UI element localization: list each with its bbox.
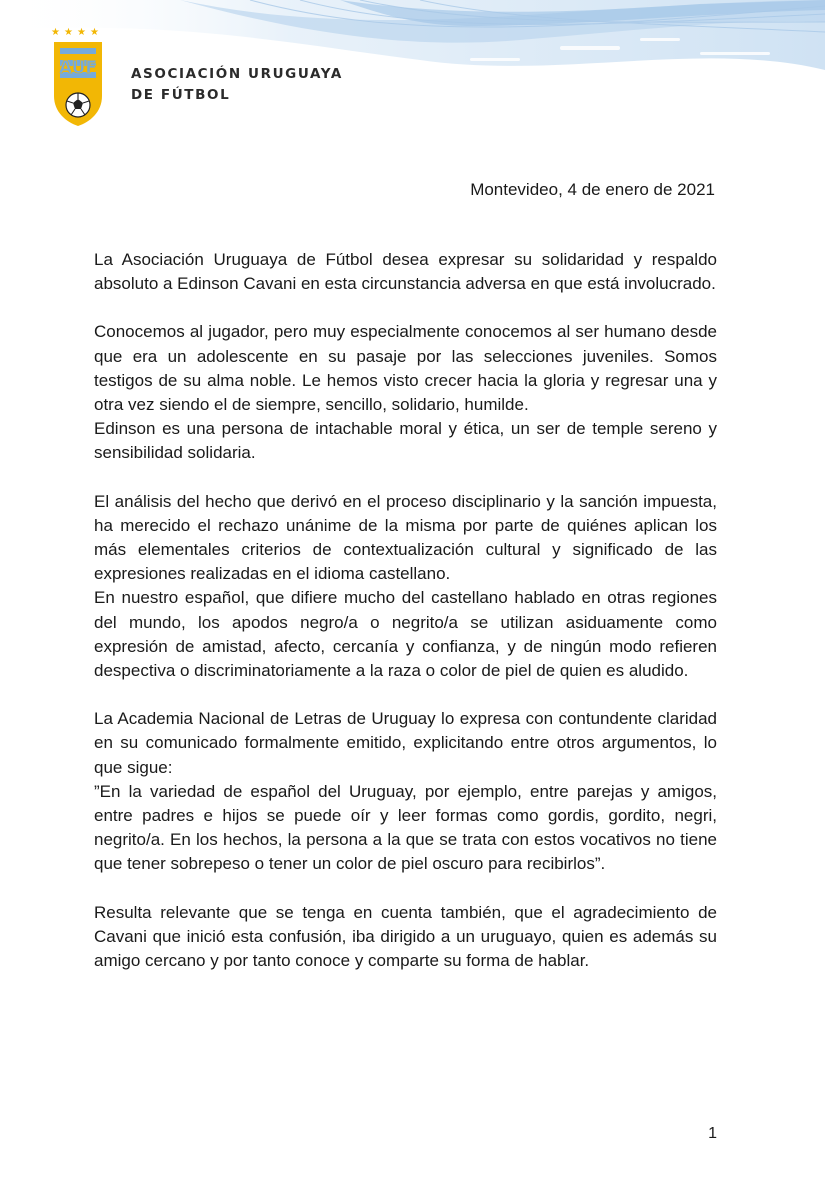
star-icon: ★ [64, 27, 73, 38]
paragraph-2 [94, 320, 717, 465]
paragraph-text: La Asociación Uruguaya de Fútbol desea expresar su solidaridad y respaldo absoluto a Edinson Cavani en esta circunstancia adversa en que está involucrado. [94, 250, 717, 294]
header-decoration [0, 0, 825, 140]
letter-body [94, 248, 717, 997]
quoted-statement: ”En la variedad de español del Uruguay, por ejemplo, entre parejas y amigos, entre padres e hijos se puede oír y leer formas como gordis, gordito, negri, negrito/a. En los hechos, la persona a la que se trata con estos vocativos no tiene que tener sobrepeso o tener un color de piel oscuro para recibirlos”. [94, 781, 717, 874]
star-icon: ★ [77, 27, 86, 38]
organization-name-line-2: DE FÚTBOL [131, 87, 231, 103]
auf-crest-logo [50, 26, 106, 128]
organization-name [131, 64, 343, 106]
page-number: 1 [708, 1125, 717, 1142]
star-icon: ★ [51, 27, 60, 38]
crest-letters: AUF [58, 58, 98, 78]
organization-name-line-1: ASOCIACIÓN URUGUAYA [131, 66, 343, 82]
paragraph-text: Resulta relevante que se tenga en cuenta también, que el agradecimiento de Cavani que inició esta confusión, iba dirigido a un uruguayo, quien es además su amigo cercano y por tanto conoce y comparte su forma de hablar. [94, 902, 717, 971]
star-icon: ★ [90, 27, 99, 38]
paragraph-3 [94, 490, 717, 684]
date-line: Montevideo, 4 de enero de 2021 [470, 180, 715, 199]
paragraph-text: La Academia Nacional de Letras de Uruguay lo expresa con contundente claridad en su comunicado formalmente emitido, explicitando entre otros argumentos, lo que sigue: [94, 709, 717, 777]
logo-stars [51, 27, 99, 38]
header-wave-graphic [0, 0, 825, 140]
paragraph-text: En nuestro español, que difiere mucho del castellano hablado en otras regiones del mundo, los apodos negro/a o negrito/a se utilizan asiduamente como expresión de amistad, afecto, cercanía y confianza, y de ningún modo refieren despectiva o discriminatoriamente a la raza o color de piel de quien es aludido. [94, 588, 717, 681]
paragraph-4 [94, 707, 717, 876]
paragraph-5 [94, 901, 717, 974]
paragraph-text: Edinson es una persona de intachable moral y ética, un ser de temple sereno y sensibilidad solidaria. [94, 419, 717, 463]
paragraph-1 [94, 248, 717, 296]
paragraph-text: Conocemos al jugador, pero muy especialmente conocemos al ser humano desde que era un adolescente en su pasaje por las selecciones juveniles. Somos testigos de su alma noble. Le hemos visto crecer hacia la gloria y regresar una y otra vez siendo el de siempre, sencillo, solidario, humilde. [94, 322, 717, 415]
paragraph-text: El análisis del hecho que derivó en el proceso disciplinario y la sanción impuesta, ha merecido el rechazo unánime de la misma por parte de quiénes aplican los más elementales criterios de contextualización cultural y significado de las expresiones realizadas en el idioma castellano. [94, 491, 717, 584]
